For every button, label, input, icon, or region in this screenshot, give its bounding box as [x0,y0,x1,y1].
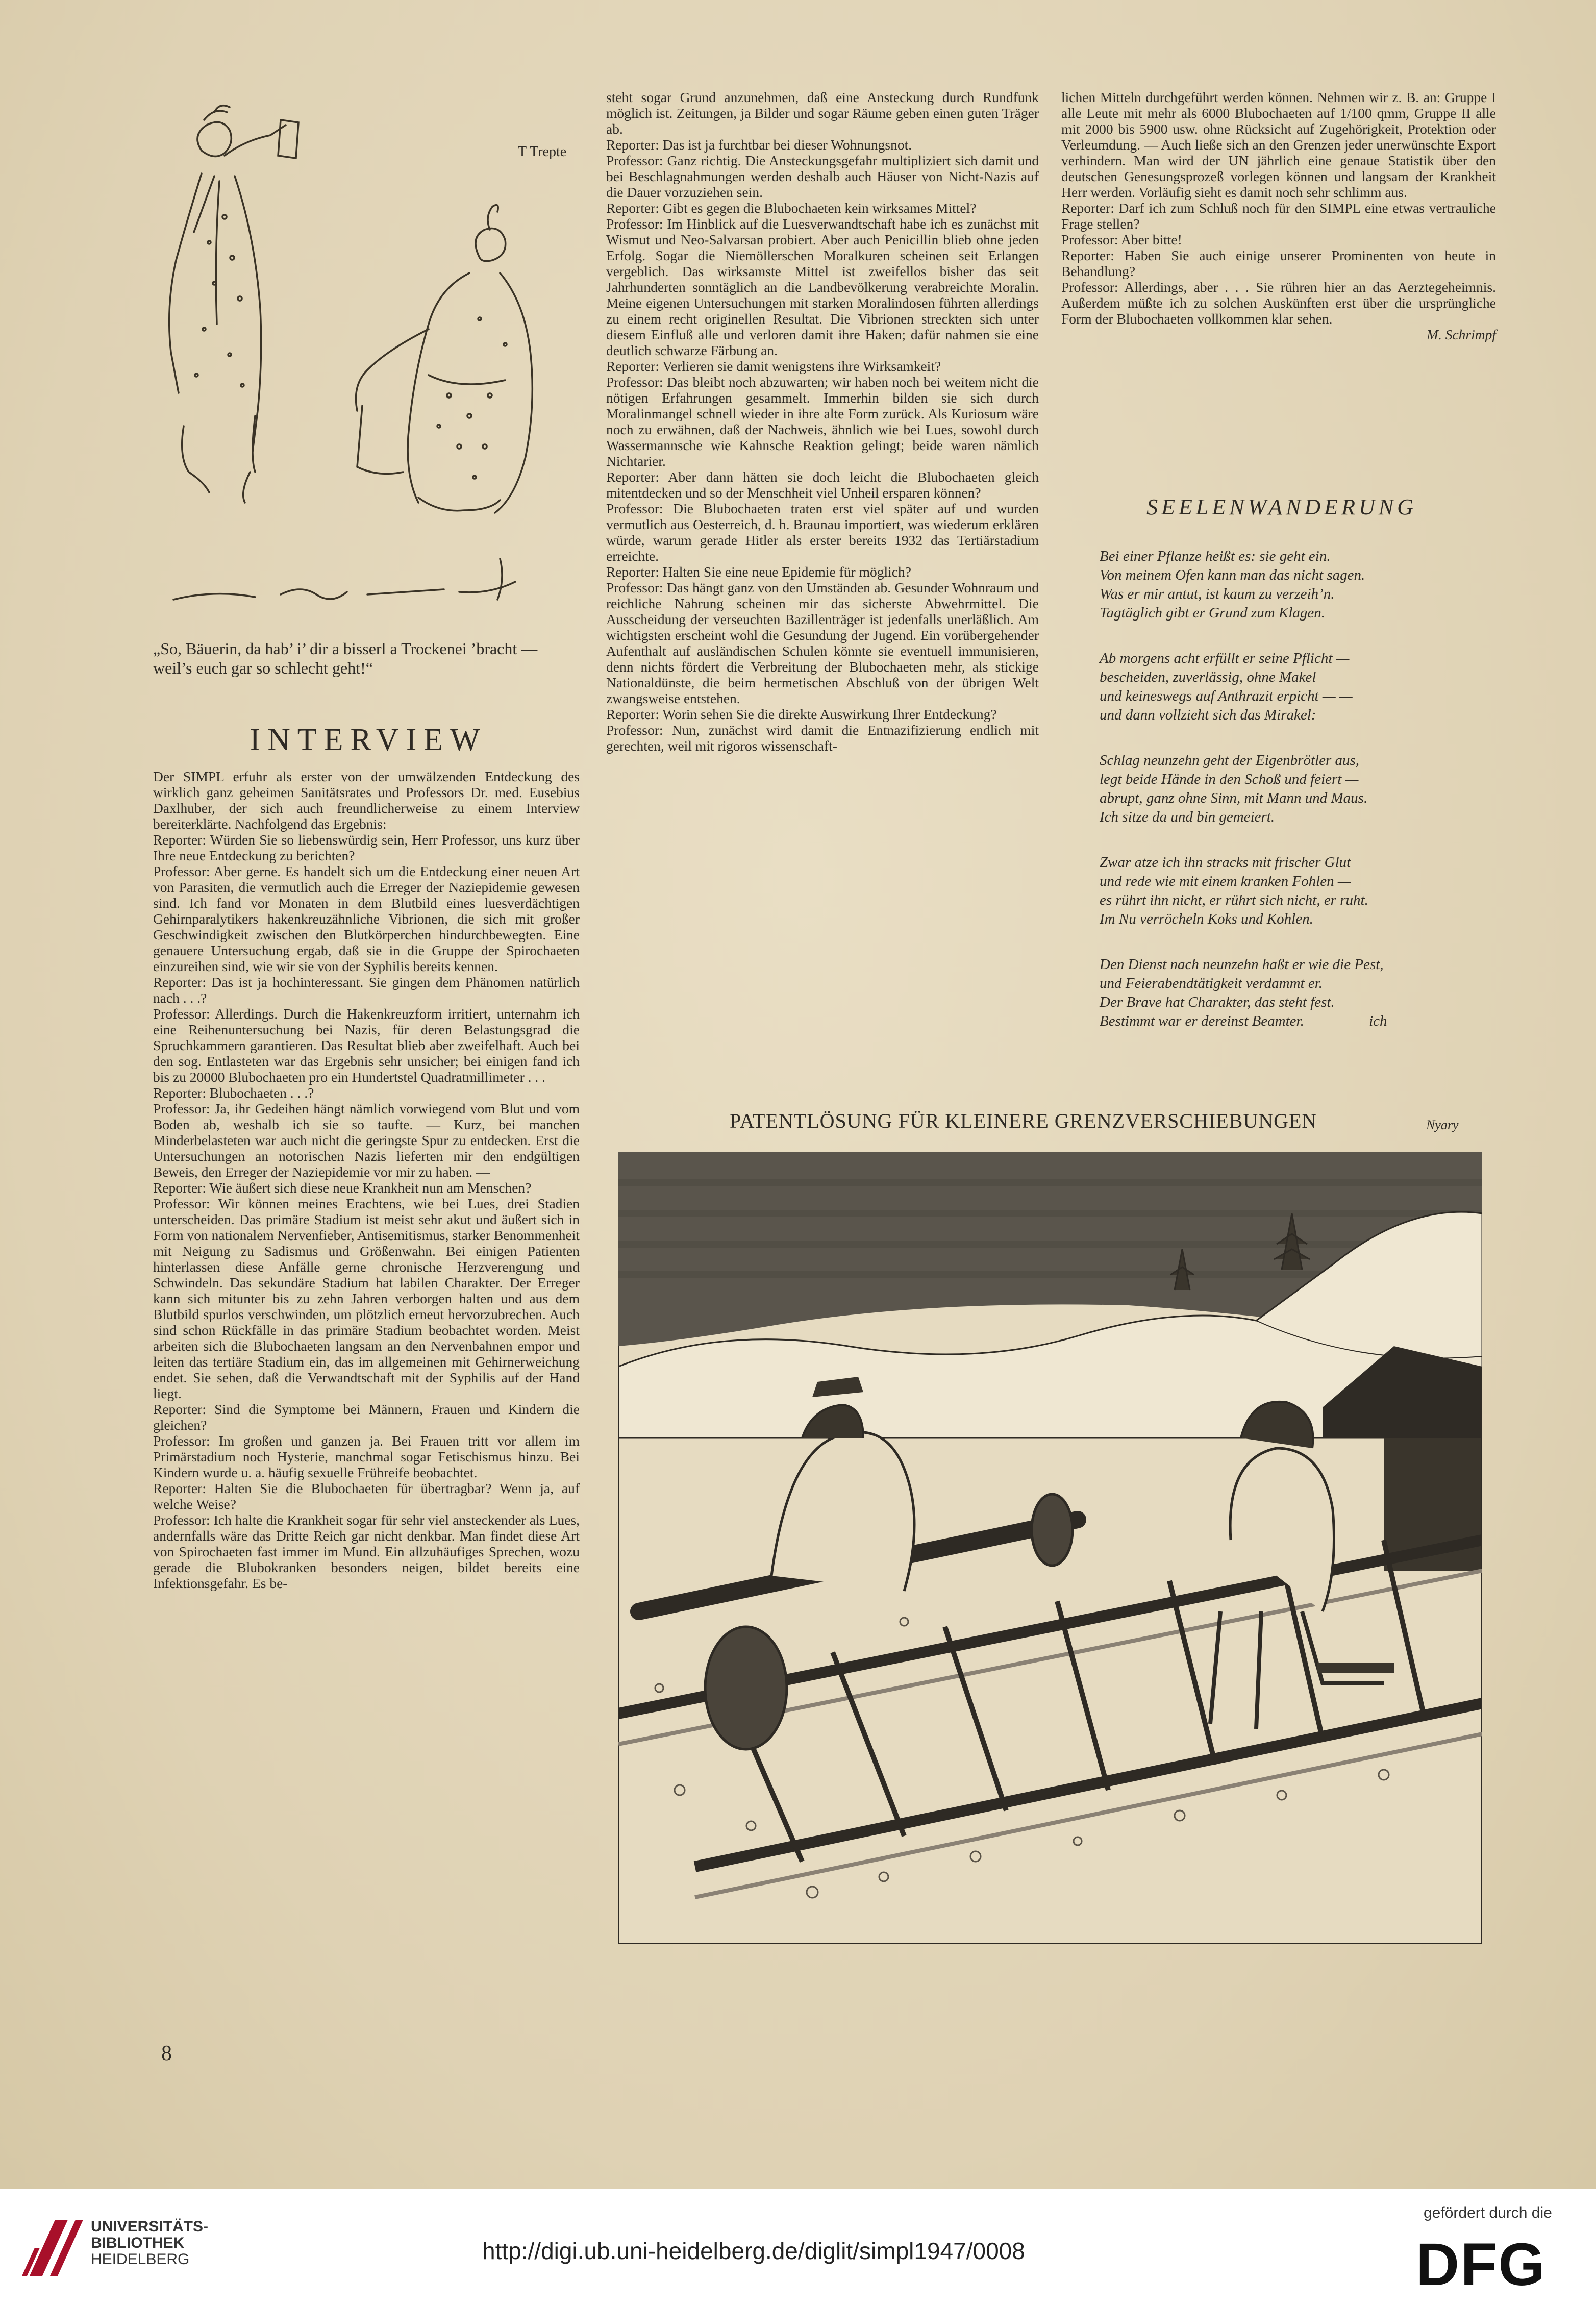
poem-stanza [1100,547,1498,623]
page-number: 8 [161,2042,172,2065]
dialogue-line: Professor: Die Blubochaeten traten erst viel später auf und wurden vermutlich aus Oesterreich, d. h. Braunau importiert, was wiederum erklären würde, warum gerade Hitler als erster bereits 1932 das Tertiärstadium erreichte. [606,501,1039,564]
dialogue-line: Reporter: Darf ich zum Schluß noch für den SIMPL eine etwas vertrauliche Frage stellen? [1061,200,1496,232]
dialogue-line: Professor: Das bleibt noch abzuwarten; wir haben noch bei weitem nicht die nötigen Erfahrungen gesammelt. Immerhin bilden sie sich durch Moralinmangel schnell wieder in ihre alte Form zurück. Als Kuriosum wäre noch zu erwähnen, daß der Nachweis, ähnlich wie bei Lues, sowohl durch Wassermannsche wie Kahnsche Reaktion gelingt; beide waren nämlich Nichtarier. [606,374,1039,469]
poem-line: Tagtäglich gibt er Grund zum Klagen. [1100,605,1326,621]
interview-column-3 [1061,89,1496,342]
dialogue-line: Professor: Allerdings, aber . . . Sie rühren hier an das Aerztegeheimnis. Außerdem müßte ich zu solchen Auskünften erst über die ursprüngliche Form der Blubochaeten vollkommen klar sehen. [1061,279,1496,327]
poem-line: und rede wie mit einem kranken Fohlen — [1100,873,1351,889]
dialogue-line: Professor: Nun, zunächst wird damit die Entnazifizierung endlich mit gerechten, weil mit rigoros wissenschaft- [606,722,1039,754]
trepte-illustration [153,89,551,630]
dialogue-line: Professor: Das hängt ganz von den Umständen ab. Gesunder Wohnraum und reichliche Nahrung scheinen mir das sicherste Abwehrmittel. Die Ausscheidung der verseuchten Bazillenträger ist jedenfalls unerläßlich. Am wichtigsten erscheint wohl die Gesundung der Jugend. Ein vorübergehender Aufenthalt auf ausländischen Schulen könnte sie eventuell immunisieren, denn nichts fördert die Verbreitung der Blubochaeten mehr, als stickige Nationaldünste, die beim hermetischen Abschluß von der übrigen Welt zwangsweise entstehen. [606,580,1039,706]
poem-line: bescheiden, zuverlässig, ohne Makel [1100,669,1316,685]
interview-heading: INTERVIEW [250,723,487,757]
dialogue-line: Professor: Ganz richtig. Die Ansteckungsgefahr multipliziert sich damit und bei Beschlagnahmungen werden deshalb auch Häuser von Nicht-Nazis auf die Dauer vorzuziehen sein. [606,153,1039,200]
poem-stanza [1100,955,1498,1031]
dialogue-line: Professor: Ich halte die Krankheit sogar für sehr viel ansteckender als Lues, andernfalls wäre das Dritte Reich gar nicht denkbar. Man findet diese Art von Spirochaeten fast immer im Mund. Ein allzuhäufiges Sprechen, wozu gerade die Blubokranken besonders neigen, bildet bereits eine Infektionsgefahr. Es be- [153,1512,580,1591]
library-line: BIBLIOTHEK [91,2235,185,2251]
poem-heading: SEELENWANDERUNG [1146,494,1417,519]
poem-author: ich [1369,1013,1387,1029]
poem-line-text: Bestimmt war er dereinst Beamter. [1100,1013,1304,1029]
library-name [91,2219,208,2268]
dialogue-line: Professor: Im großen und ganzen ja. Bei Frauen tritt vor allem im Primärstadium noch Hysterie, manchmal sogar Fetischismus hinzu. Bei Kindern wurde u. a. häufig sexuelle Frühreife beobachtet. [153,1433,580,1480]
dialogue-line: Reporter: Halten Sie die Blubochaeten für übertragbar? Wenn ja, auf welche Weise? [153,1480,580,1512]
dialogue-line: Reporter: Haben Sie auch einige unserer Prominenten von heute in Behandlung? [1061,247,1496,279]
illustration-caption: „So, Bäuerin, da hab’ i’ dir a bisserl a Trockenei ’bracht — weil’s euch gar so schlecht geht!“ [153,639,538,677]
nyary-cartoon [618,1152,1482,1944]
poem-line: es rührt ihn nicht, er rührt sich nicht, er ruht. [1100,892,1368,908]
cartoon-credit: Nyary [1426,1118,1459,1132]
illustration-credit: T Trepte [518,144,567,160]
poem-line: Von meinem Ofen kann man das nicht sagen. [1100,567,1365,583]
poem-line: Was er mir antut, ist kaum zu verzeih’n. [1100,586,1335,602]
poem-line: Im Nu verröcheln Koks und Kohlen. [1100,911,1313,927]
poem-line: Zwar atze ich ihn stracks mit frischer Glut [1100,854,1351,871]
poem-line: Den Dienst nach neunzehn haßt er wie die Pest, [1100,956,1384,973]
poem-stanza [1100,853,1498,929]
dialogue-line: Reporter: Sind die Symptome bei Männern, Frauen und Kindern die gleichen? [153,1401,580,1433]
library-line: UNIVERSITÄTS- [91,2218,209,2235]
poem-line: legt beide Hände in den Schoß und feiert — [1100,771,1359,787]
poem-line: abrupt, ganz ohne Sinn, mit Mann und Maus. [1100,790,1368,806]
dialogue-line: Reporter: Würden Sie so liebenswürdig sein, Herr Professor, uns kurz über Ihre neue Entdeckung zu berichten? [153,832,580,863]
dialogue-line: Reporter: Worin sehen Sie die direkte Auswirkung Ihrer Entdeckung? [606,706,997,722]
dialogue-line: Professor: Allerdings. Durch die Hakenkreuzform irritiert, unternahm ich eine Reihenuntersuchung bei Nazis, für deren Belastungsgrad die Spruchkammern garantieren. Das Resultat blieb aber zweifelhaft. Auch bei den sog. Entlasteten war das Ergebnis sehr unsicher; bei einigen fand ich bis zu 20000 Blubochaeten pro ein Hundertstel Quadratmillimeter . . . [153,1006,580,1085]
ub-heidelberg-logo-icon [19,2210,86,2286]
dialogue-line: Professor: Aber gerne. Es handelt sich um die Entdeckung einer neuen Art von Parasiten, die vermutlich auch die Erreger der Naziepidemie gewesen sind. Ich fand vor Monaten in dem Blutbild eines luesverdächtigen Gehirnparalytikers hakenkreuzähnliche Vibrionen, die sich mit großer Geschwindigkeit zwischen den Blutkörperchen hindurchbewegten. Eine genauere Untersuchung ergab, daß sie in die Gruppe der Spirochaeten einzureihen sind, wie wir sie von der Syphilis bereits kennen. [153,863,580,974]
funding-label: gefördert durch die [1424,2204,1552,2221]
dialogue-line: steht sogar Grund anzunehmen, daß eine Ansteckung durch Rundfunk möglich ist. Zeitungen, ja Bilder und sogar Räume geben einen guten Träger ab. [606,89,1039,137]
poem-line: und Feierabendtätigkeit verdammt er. [1100,975,1323,991]
dialogue-line: Reporter: Wie äußert sich diese neue Krankheit nun am Menschen? [153,1180,532,1196]
poem [1100,547,1498,1031]
poem-line: Ab morgens acht erfüllt er seine Pflicht — [1100,650,1350,666]
poem-line: Der Brave hat Charakter, das steht fest. [1100,994,1335,1010]
dialogue-line: Reporter: Aber dann hätten sie doch leicht die Blubochaeten gleich mitentdecken und so der Menschheit viel Unheil ersparen können? [606,469,1039,501]
cartoon-title: PATENTLÖSUNG FÜR KLEINERE GRENZVERSCHIEBUNGEN [730,1109,1317,1132]
dialogue-line: Reporter: Das ist ja hochinteressant. Sie gingen dem Phänomen natürlich nach . . .? [153,974,580,1006]
dialogue-line: Professor: Aber bitte! [1061,232,1182,247]
dialogue-line: lichen Mitteln durchgeführt werden können. Nehmen wir z. B. an: Gruppe I alle Leute mit mehr als 6000 Blubochaeten auf 1/100 qmm, Gruppe II alle mit 2000 bis 5900 usw. ohne Rücksicht auf Zugehörigkeit, Protektion oder Verleumdung. — Auch ließe sich an den Grenzen jeder unerwünschte Export verhindern. Man wird der UN jährlich eine genaue Statistik über den deutschen Genesungsprozeß vorlegen können und langsam der Krankheit Herr werden. Vorläufig sieht es damit noch sehr schlimm aus. [1061,89,1496,200]
dialogue-line: Reporter: Gibt es gegen die Blubochaeten kein wirksames Mittel? [606,200,977,216]
poem-line: Bei einer Pflanze heißt es: sie geht ein. [1100,548,1331,564]
poem-line [1100,1012,1498,1031]
dialogue-line: Reporter: Halten Sie eine neue Epidemie für möglich? [606,564,911,580]
library-line: HEIDELBERG [91,2251,190,2268]
poem-stanza [1100,649,1498,725]
dialogue-line: Reporter: Blubochaeten . . .? [153,1085,314,1101]
dfg-logo: DFG [1416,2231,1547,2298]
footer-bar [0,2189,1596,2307]
interview-column-1 [153,768,580,1591]
dialogue-line: Professor: Wir können meines Erachtens, wie bei Lues, drei Stadien unterscheiden. Das primäre Stadium ist meist sehr akut und äußert sich in Form von nationalem Nervenfieber, Antisemitismus, starker Benommenheit mit Neigung zu Sadismus und Größenwahn. Bei einigen Patienten hinterlassen diese Anfälle gerne chronische Herzverengung und Schwindeln. Das sekundäre Stadium hat labilen Charakter. Der Erreger kann sich mitunter bis zu zehn Jahren verborgen halten und aus dem Blutbild spurlos verschwinden, um plötzlich erneut hervorzubrechen. Auch sind schon Rückfälle in das primäre Stadium beobachtet worden. Meist arbeiten sich die Blubochaeten langsam an den Nervenbahnen empor und leiten das tertiäre Stadium ein, das im allgemeinen mit Gehirnerweichung endet. Sie sehen, daß die Verwandtschaft mit der Syphilis auf der Hand liegt. [153,1196,580,1401]
poem-line: Schlag neunzehn geht der Eigenbrötler aus, [1100,752,1360,768]
interview-column-2 [606,89,1039,754]
poem-line: Ich sitze da und bin gemeiert. [1100,809,1275,825]
dialogue-line: Reporter: Das ist ja furchtbar bei dieser Wohnungsnot. [606,137,912,153]
interview-intro: Der SIMPL erfuhr als erster von der umwälzenden Entdeckung des wirklich ganz geheimen Sanitätsrates und Professors Dr. med. Eusebius Daxlhuber, der sich auch freundlicherweise zu einem Interview bereiterklärte. Nachfolgend das Ergebnis: [153,768,580,832]
dialogue-line: Reporter: Verlieren sie damit wenigstens ihre Wirksamkeit? [606,358,941,374]
permalink-url[interactable]: http://digi.ub.uni-heidelberg.de/diglit/simpl1947/0008 [482,2238,1025,2264]
poem-stanza [1100,751,1498,827]
poem-line: und dann vollzieht sich das Mirakel: [1100,707,1316,723]
dialogue-line: Professor: Ja, ihr Gedeihen hängt nämlich vorwiegend vom Blut und vom Boden ab, weshalb ich sie so taufte. — Kurz, bei manchen Minderbelasteten war auch nicht die geringste Spur zu entdecken. Erst die Untersuchungen an notorischen Nazis lieferten mir den endgültigen Beweis, den Erreger der Naziepidemie vor mir zu haben. — [153,1101,580,1180]
poem-line: und keineswegs auf Anthrazit erpicht — — [1100,688,1353,704]
dialogue-line: Professor: Im Hinblick auf die Luesverwandtschaft habe ich es zunächst mit Wismut und Neo-Salvarsan probiert. Aber auch Penicillin blieb ohne jeden Erfolg. Sogar die Niemöllerschen Moralkuren scheinen seit Erlangen vergeblich. Das wirksamste Mittel ist zweifellos bisher das seit Jahrhunderten sonntäglich an die Landbevölkerung verabreichte Moralin. Meine eigenen Untersuchungen mit starken Moralindosen führten allerdings zu einem recht originellen Resultat. Die Vibrionen streckten sich unter diesem Einfluß alle und verloren damit ihre Haken; dafür nahmen sie eine deutlich schwarze Färbung an. [606,216,1039,358]
interview-author: M. Schrimpf [1427,327,1496,342]
